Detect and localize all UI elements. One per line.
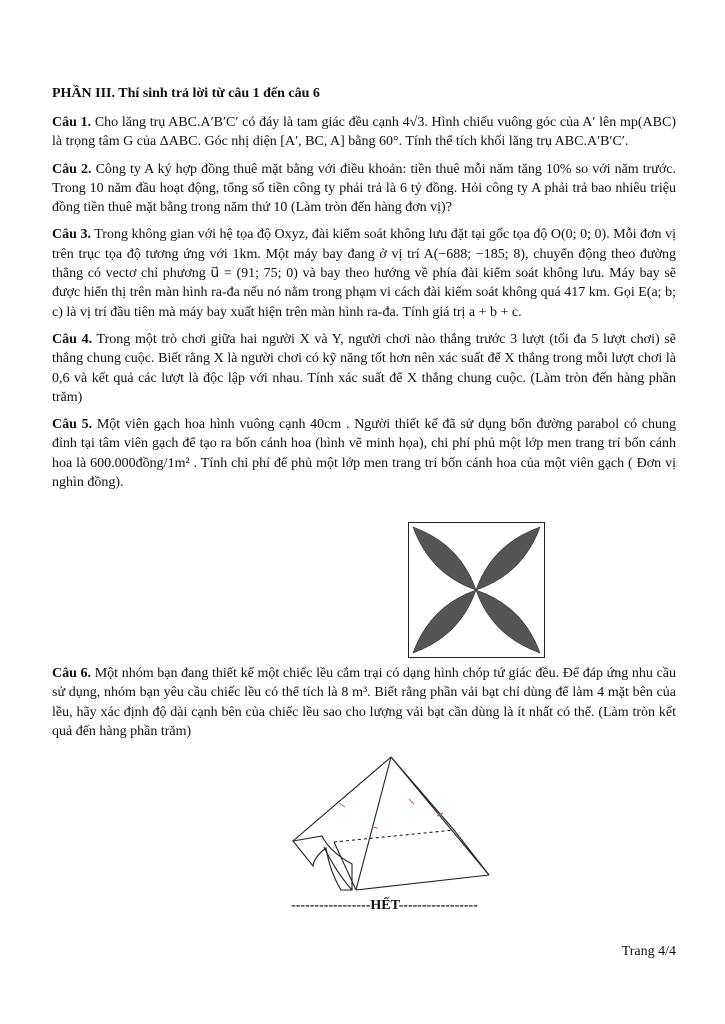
tent-pyramid-figure (286, 752, 496, 896)
question-4 (52, 330, 676, 407)
tick-1 (339, 803, 345, 807)
question-4-text: Trong một trò chơi giữa hai người X và Y, người chơi nào thắng trước 3 lượt (tối đa 5 lượt chơi) sẽ thắng chung cuộc. Biết rằng X là người chơi có kỹ năng tốt hơn nên xác suất để X thắng trong mỗi lượt chơi là 0,6 và kết quả các lượt là độc lập với nhau. Tính xác suất để X thắng chung cuộc. (Làm tròn đến hàng phần trăm) (52, 331, 676, 405)
tent-base-back (334, 830, 454, 842)
question-1-text: Cho lăng trụ ABC.A′B′C′ có đáy là tam giác đều cạnh 4√3. Hình chiếu vuông góc của A′ lên mp(ABC) là trọng tâm G của ΔABC. Góc nhị diện [A′, BC, A] bằng 60°. Tính thể tích khối lăng trụ ABC.A′B′C′. (52, 115, 676, 150)
question-5-text: Một viên gạch hoa hình vuông cạnh 40cm . Người thiết kế đã sử dụng bốn đường parabol có chung đỉnh tại tâm viên gạch để tạo ra bốn cánh hoa (hình vẽ minh họa), chi phí phủ một lớp men trang trí bốn cánh hoa là 600.000đồng/1m² . Tính chi phí để phủ một lớp men trang trí bốn cánh hoa của một viên gạch ( Đơn vị nghìn đồng). (52, 417, 676, 491)
section-heading: PHẦN III. Thí sinh trả lời từ câu 1 đến câu 6 (52, 86, 320, 101)
question-6-label: Câu 6. (52, 666, 92, 681)
tent-edge-front-left (356, 757, 391, 890)
exam-page (52, 84, 676, 500)
exam-page-lower (52, 664, 676, 749)
page-number: Trang 4/4 (621, 944, 676, 959)
flower-tile-figure (408, 522, 545, 658)
question-1-label: Câu 1. (52, 115, 92, 130)
question-5 (52, 415, 676, 492)
question-3-text: Trong không gian với hệ tọa độ Oxyz, đài kiểm soát không lưu đặt tại gốc tọa độ O(0; 0; 0). Mỗi đơn vị trên trục tọa độ tương ứng với 1km. Một máy bay đang ở vị trí A(−688; −185; 8), chuyển động theo đường thẳng có vectơ chỉ phương u⃗ = (91; 75; 0) và bay theo hướng về phía đài kiểm soát không lưu. Máy bay sẽ được hiển thị trên màn hình ra-đa nếu nó nằm trong phạm vi cách đài kiểm soát không quá 417 km. Gọi E(a; b; c) là vị trí đầu tiên mà máy bay xuất hiện trên màn hình ra-đa. Tính giá trị a + b + c. (52, 227, 676, 320)
tick-3 (409, 799, 414, 804)
tick-marks (339, 799, 443, 828)
question-1 (52, 113, 676, 152)
question-3-label: Câu 3. (52, 227, 91, 243)
question-3 (52, 225, 676, 321)
tent-edge-back-left (293, 757, 391, 841)
question-2-label: Câu 2. (52, 161, 92, 177)
question-4-label: Câu 4. (52, 331, 93, 347)
question-6 (52, 664, 676, 741)
end-marker: -----------------HẾT----------------- (291, 898, 478, 913)
question-5-label: Câu 5. (52, 417, 93, 433)
question-2-text: Công ty A ký hợp đồng thuê mặt bằng với điều khoản: tiền thuê mỗi năm tăng 10% so với năm trước. Trong 10 năm đầu hoạt động, tổng số tiền công ty phải trả là 6 tỷ đồng. Hỏi công ty A phải trả bao nhiêu triệu đồng tiền thuê mặt bằng trong năm thứ 10 (Làm tròn đến hàng đơn vị)? (52, 161, 676, 216)
tent-edge-back-right (391, 757, 454, 830)
tent-base-front (356, 875, 489, 890)
question-6-text: Một nhóm bạn đang thiết kế một chiếc lều cắm trại có dạng hình chóp tứ giác đều. Để đáp ứng nhu cầu sử dụng, nhóm bạn yêu cầu chiếc lều có thể tích là 8 m³. Biết rằng phần vải bạt chỉ dùng để làm 4 mặt bên của lều, hãy xác định độ dài cạnh bên của chiếc lều sao cho lượng vải bạt cần dùng là ít nhất có thể. (Làm tròn kết quả đến hàng phần trăm) (52, 666, 677, 739)
question-2 (52, 160, 676, 218)
